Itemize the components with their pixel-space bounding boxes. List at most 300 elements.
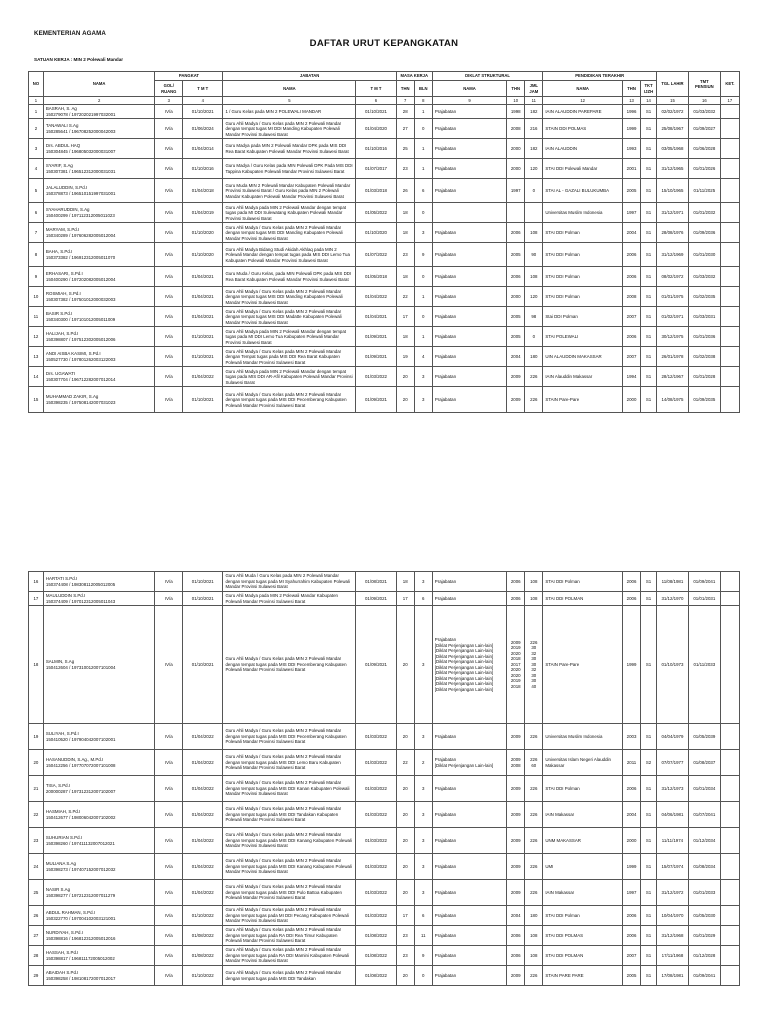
tmt-pangkat: 01/04/2021	[183, 307, 223, 327]
education-name: STAI DDI Polewali Mandar	[543, 159, 623, 179]
retirement-date: 01/01/2032	[688, 203, 720, 223]
work-unit: SATUAN KERJA : MIN 2 Polewali Mandar	[34, 57, 124, 62]
remarks	[720, 854, 739, 880]
diklat-year: 2009	[507, 828, 525, 854]
tmt-pangkat: 01/04/2019	[183, 203, 223, 223]
col-jabatan: JABATAN	[223, 72, 396, 81]
diklat-name: Prajabatan	[432, 105, 506, 119]
birth-date: 04/06/1981	[657, 802, 689, 828]
birth-date: 31/12/1970	[657, 592, 689, 606]
education-name: Universitas Islam Negeri Alauddin Makassar	[543, 750, 623, 776]
employee-name-nip: HARTATI S.Pd.I 150374408 / 198308112005012005	[43, 572, 155, 592]
tmt-pangkat: 01/10/2016	[183, 159, 223, 179]
gol-ruang: IV/a	[155, 572, 183, 592]
masa-kerja-thn: 18	[396, 267, 414, 287]
education-level: S1	[641, 159, 657, 179]
jabatan-name: Guru Ahli Madya / Guru Kelas pada MIN 2 Polewali Mandar dengan tempat tugas MI DDI Manding Kabupaten Polewali Mandar Provinsi Sulawesi Barat	[223, 119, 356, 139]
diklat-name: Prajabatan	[432, 572, 506, 592]
masa-kerja-thn: 18	[396, 223, 414, 243]
row-no: 11	[29, 307, 44, 327]
retirement-date: 01/01/2029	[688, 926, 720, 946]
masa-kerja-bln: 3	[414, 724, 432, 750]
education-year: 2004	[623, 223, 641, 243]
table-row	[29, 139, 740, 159]
birth-date: 28/12/1967	[657, 367, 689, 387]
masa-kerja-thn: 22	[396, 287, 414, 307]
jabatan-name: Guru Madya pada MIN 2 Polewali Mandar DPK pada MIS DDI Rea Barat Kabupaten Polewali Mandar Provinsi Sulawesi Barat	[223, 139, 356, 159]
retirement-date: 01/03/2032	[688, 105, 720, 119]
remarks	[720, 367, 739, 387]
column-number: 10	[507, 97, 525, 105]
table-body-1	[29, 105, 740, 413]
masa-kerja-bln: 3	[414, 367, 432, 387]
retirement-date: 01/09/2041	[688, 572, 720, 592]
tmt-jabatan: 01/03/2022	[356, 367, 396, 387]
document-page-2	[0, 568, 768, 1024]
diklat-year	[507, 203, 525, 223]
retirement-date: 01/09/2041	[688, 966, 720, 986]
tmt-pangkat: 01/10/2021	[183, 387, 223, 413]
column-number-row	[29, 97, 740, 105]
retirement-date: 01/01/2034	[688, 776, 720, 802]
column-number: 13	[623, 97, 641, 105]
employee-name-nip: SULIYAH, S.Pd.I 150410520 / 197904042007102001	[43, 724, 155, 750]
col-tmt: T M T	[183, 81, 223, 97]
diklat-hours: 182	[525, 139, 543, 159]
diklat-name: Prajabatan	[432, 159, 506, 179]
masa-kerja-bln: 2	[414, 750, 432, 776]
masa-kerja-bln: 3	[414, 854, 432, 880]
tmt-jabatan: 01/09/2021	[356, 347, 396, 367]
diklat-year: 2004	[507, 347, 525, 367]
diklat-name: Prajabatan	[432, 267, 506, 287]
education-year: 1999	[623, 854, 641, 880]
masa-kerja-thn: 23	[396, 159, 414, 179]
tmt-jabatan: 01/03/2022	[356, 828, 396, 854]
jabatan-name: Guru Ahli Madya / Guru Kelas pada MIN 2 Polewali Mandar dengan tempat tugas pada MI DDI Pecang Kabupaten Polewali Mandar Provinsi Sulawesi Barat	[223, 906, 356, 926]
remarks	[720, 139, 739, 159]
education-name: STAI DDI Polman	[543, 572, 623, 592]
employee-name-nip: Drs. UGAWATI 150307704 / 196712282007012014	[43, 367, 155, 387]
education-level: S2	[641, 750, 657, 776]
diklat-year: 2008	[507, 119, 525, 139]
diklat-name: Prajabatan	[432, 179, 506, 203]
jabatan-name: Guru Ahli Madya / Guru Kelas pada MIN 2 Polewali Mandar dengan tempat tugas MIS DDI Madatte Kabupaten Polewali Mandar Provinsi Sulawesi Barat	[223, 307, 356, 327]
col-tmt-pensiun: TMT PENSIUN	[688, 72, 720, 97]
remarks	[720, 119, 739, 139]
education-name: STAI DDI POLMAN	[543, 946, 623, 966]
table-row	[29, 750, 740, 776]
tmt-pangkat: 01/10/2021	[183, 105, 223, 119]
page-gap	[0, 540, 768, 568]
remarks	[720, 926, 739, 946]
education-year: 2007	[623, 307, 641, 327]
diklat-year: 2006	[507, 572, 525, 592]
education-year: 1999	[623, 606, 641, 724]
remarks	[720, 724, 739, 750]
gol-ruang: IV/a	[155, 926, 183, 946]
retirement-date: 01/01/2036	[688, 327, 720, 347]
jabatan-name: Guru Ahli Madya / Guru Kelas pada MIN 2 Polewali Mandar dengan tempat tugas pada MIS DDI Kanang Kabupaten Polewali Mandar Provinsi Sulawesi Barat	[223, 854, 356, 880]
tmt-jabatan: 01/03/2018	[356, 179, 396, 203]
education-name: STAI POLEWALI	[543, 327, 623, 347]
diklat-name: Prajabatan	[432, 223, 506, 243]
diklat-hours: 98	[525, 307, 543, 327]
education-name: STAI DDI Polman	[543, 267, 623, 287]
remarks	[720, 243, 739, 267]
birth-date: 01/02/1971	[657, 307, 689, 327]
diklat-hours: 226 60	[525, 750, 543, 776]
masa-kerja-bln: 3	[414, 828, 432, 854]
jabatan-name: Guru Ahli Madya / Guru Kelas pada MIN 2 Polewali Mandar dengan tempat tugas pada MIS DDI Pecemberang Kabupaten Polewali Mandar Provinsi Sulawesi Barat	[223, 606, 356, 724]
remarks	[720, 159, 739, 179]
education-year: 1993	[623, 139, 641, 159]
jabatan-name: Guru Ahli Madya / Guru Kelas pada MIN 2 Polewali Mandar dengan tempat tugas pada RA DDI Rea Timur Kabupaten Polewali Mandar Provinsi Sulawesi Barat	[223, 926, 356, 946]
birth-date: 31/12/1968	[657, 926, 689, 946]
jabatan-name: Guru Ahli Muda / Guru Kelas pada MIN 2 Polewali Mandar dengan tempat tugas pada MI Syahurrahim Kabupaten Polewali Mandar Provinsi Sulawesi Barat	[223, 572, 356, 592]
diklat-hours: 226	[525, 802, 543, 828]
gol-ruang: IV/a	[155, 287, 183, 307]
diklat-hours: 226 30 32 30 30 32 30 30 40	[525, 606, 543, 724]
birth-date: 02/02/1972	[657, 105, 689, 119]
employee-name-nip: HASSAH, S.Pd.I 150398817 / 196811172005012002	[43, 946, 155, 966]
education-name: Universitas Muslim Indonesia	[543, 203, 623, 223]
diklat-name: Prajabatan	[432, 139, 506, 159]
tmt-pangkat: 01/10/2020	[183, 243, 223, 267]
birth-date: 01/10/1973	[657, 606, 689, 724]
table-row	[29, 946, 740, 966]
column-number: 14	[641, 97, 657, 105]
education-name: STAI DDI POLMAN	[543, 592, 623, 606]
gol-ruang: IV/a	[155, 243, 183, 267]
diklat-hours: 180	[525, 347, 543, 367]
masa-kerja-bln: 6	[414, 179, 432, 203]
jabatan-name: Guru Ahli Madya pada MIN 2 Polewali Mandar dengan tempat tugas pada MI DDI Lemo Tua Kabupaten Polewali Mandar Provinsi Sulawesi Barat	[223, 327, 356, 347]
education-level: S1	[641, 828, 657, 854]
tmt-jabatan: 01/03/2022	[356, 776, 396, 802]
tmt-jabatan: 01/10/2020	[356, 223, 396, 243]
education-level: S1	[641, 243, 657, 267]
education-year: 2003	[623, 724, 641, 750]
gol-ruang: IV/a	[155, 203, 183, 223]
employee-name-nip: HALIJAH, S.Pd.I 150398807 / 197512302005012006	[43, 327, 155, 347]
masa-kerja-thn: 28	[396, 105, 414, 119]
education-year: 2006	[623, 592, 641, 606]
education-name: STAI DDI Polman	[543, 287, 623, 307]
diklat-year: 2009	[507, 367, 525, 387]
education-name: STAIN Pare-Pare	[543, 387, 623, 413]
education-year: 1999	[623, 119, 641, 139]
jabatan-name: Guru Ahli Madya / Guru Kelas pada MIN 2 Polewali Mandar dengan tempat tugas MIS DDI Manding Kabupaten Polewali Mandar Provinsi Sulawesi Barat	[223, 223, 356, 243]
diklat-hours: 0	[525, 327, 543, 347]
row-no: 28	[29, 946, 44, 966]
masa-kerja-bln: 6	[414, 592, 432, 606]
col-tgl-lahir: TGL LAHIR	[657, 72, 689, 97]
education-name: Universitas Muslim Indonesia	[543, 724, 623, 750]
diklat-year: 2006	[507, 592, 525, 606]
diklat-hours: 108	[525, 946, 543, 966]
diklat-year: 2009 2008	[507, 750, 525, 776]
jabatan-name: Guru Ahli Madya / Guru Kelas pada MIN 2 Polewali Mandar dengan tempat tugas pada MIS DDI Tandakan Kabupaten Polewali Mandar Provinsi Sulawesi Barat	[223, 802, 356, 828]
education-level: S1	[641, 139, 657, 159]
jabatan-name: Guru Ahli Madya / Guru Kelas pada MIN 2 Polewali Mandar dengan tempat tugas pada MIS DDI Kanang Kabupaten Polewali Mandar Provinsi Sulawesi Barat	[223, 828, 356, 854]
education-year: 2000	[623, 387, 641, 413]
gol-ruang: IV/a	[155, 592, 183, 606]
education-level: S1	[641, 880, 657, 906]
diklat-hours: 108	[525, 572, 543, 592]
masa-kerja-thn: 23	[396, 243, 414, 267]
education-level: S1	[641, 327, 657, 347]
diklat-hours: 226	[525, 776, 543, 802]
jabatan-name: Guru Ahli Madya / Guru Kelas pada MIN 2 Polewali Mandar dengan tempat tugas pada MIS DDI Kanan Kabupaten Polewali Mandar Provinsi Sulawesi Barat	[223, 776, 356, 802]
diklat-year: 2009	[507, 880, 525, 906]
diklat-year: 2009	[507, 854, 525, 880]
employee-name-nip: TANAWALI S.Ag 150285641 / 196708252000042003	[43, 119, 155, 139]
gol-ruang: IV/a	[155, 179, 183, 203]
education-name: STAIN PARE PARE	[543, 966, 623, 986]
education-year: 1997	[623, 880, 641, 906]
jabatan-name: Guru Ahli Madya / Guru Kelas pada MIN 2 Polewali Mandar dengan tempat tugas pada MIS DDI Pecemberang Kabupaten Polewali Mandar Provinsi Sulawesi Barat	[223, 387, 356, 413]
tmt-jabatan: 01/08/2022	[356, 926, 396, 946]
table-body-2	[29, 572, 740, 986]
diklat-hours: 226	[525, 880, 543, 906]
retirement-date: 01/03/2031	[688, 307, 720, 327]
diklat-hours: 108	[525, 592, 543, 606]
masa-kerja-bln: 9	[414, 946, 432, 966]
education-year: 2006	[623, 243, 641, 267]
diklat-year: 2000	[507, 159, 525, 179]
birth-date: 15/07/1974	[657, 854, 689, 880]
retirement-date: 01/12/2028	[688, 946, 720, 966]
row-no: 15	[29, 387, 44, 413]
table-row	[29, 367, 740, 387]
masa-kerja-bln: 1	[414, 105, 432, 119]
birth-date: 08/02/1972	[657, 267, 689, 287]
tmt-pangkat: 01/04/2022	[183, 828, 223, 854]
column-number: 12	[543, 97, 623, 105]
retirement-date: 01/08/2034	[688, 854, 720, 880]
row-no: 6	[29, 203, 44, 223]
education-year: 1996	[623, 105, 641, 119]
diklat-hours	[525, 203, 543, 223]
diklat-hours: 226	[525, 854, 543, 880]
birth-date: 31/12/1973	[657, 776, 689, 802]
retirement-date: 01/11/2025	[688, 179, 720, 203]
row-no: 19	[29, 724, 44, 750]
birth-date: 01/01/1975	[657, 287, 689, 307]
ministry-name: KEMENTERIAN AGAMA	[34, 30, 106, 37]
column-number: 4	[183, 97, 223, 105]
diklat-name: Prajabatan	[432, 966, 506, 986]
employee-name-nip: ABAIDAH S.Pd.I 150398258 / 198108172007012017	[43, 966, 155, 986]
masa-kerja-thn: 20	[396, 724, 414, 750]
column-number: 11	[525, 97, 543, 105]
education-name: UNM MAKASSAR	[543, 828, 623, 854]
column-number: 16	[688, 97, 720, 105]
birth-date: 11/08/1981	[657, 572, 689, 592]
masa-kerja-bln: 1	[414, 327, 432, 347]
diklat-hours: 108	[525, 926, 543, 946]
tmt-pangkat: 01/08/2022	[183, 946, 223, 966]
masa-kerja-bln: 0	[414, 267, 432, 287]
diklat-year: 2009 2019 2020 2018 2017 2020 2020 2019 2018	[507, 606, 525, 724]
diklat-hours: 108	[525, 267, 543, 287]
remarks	[720, 203, 739, 223]
column-number: 15	[657, 97, 689, 105]
tmt-pangkat: 01/10/2020	[183, 223, 223, 243]
employee-name-nip: HASANUDDIN, S.Ag., M.Pd.I 150412256 / 197707072007101008	[43, 750, 155, 776]
tmt-jabatan: 01/04/2020	[356, 119, 396, 139]
table-row	[29, 724, 740, 750]
gol-ruang: IV/a	[155, 139, 183, 159]
employee-name-nip: SALMIN, S.Ag 150412604 / 197310012007101004	[43, 606, 155, 724]
col-nama: NAMA	[43, 72, 155, 97]
tmt-pangkat: 01/08/2022	[183, 926, 223, 946]
diklat-year: 2006	[507, 946, 525, 966]
diklat-year: 2009	[507, 724, 525, 750]
education-year: 2001	[623, 159, 641, 179]
education-level: S1	[641, 802, 657, 828]
row-no: 8	[29, 243, 44, 267]
row-no: 18	[29, 606, 44, 724]
jabatan-name: Guru Ahli Madya Bidang Studi Akidah Akhlaq pada MIN 2 Polewali Mandar dengan tempat tugas pada MIS DDI Lemo Tua Kabupaten Polewali Mandar Provinsi Sulawesi Barat	[223, 243, 356, 267]
col-pangkat: PANGKAT	[155, 72, 223, 81]
masa-kerja-thn: 20	[396, 776, 414, 802]
row-no: 26	[29, 906, 44, 926]
remarks	[720, 966, 739, 986]
birth-date: 17/11/1968	[657, 946, 689, 966]
education-level: S1	[641, 606, 657, 724]
table-row	[29, 307, 740, 327]
gol-ruang: IV/a	[155, 223, 183, 243]
masa-kerja-bln: 3	[414, 223, 432, 243]
masa-kerja-bln: 3	[414, 776, 432, 802]
tmt-jabatan: 01/09/2021	[356, 387, 396, 413]
table-row	[29, 159, 740, 179]
education-year: 2007	[623, 946, 641, 966]
employee-name-nip: NASIR S.Ag 150398277 / 197212312007011279	[43, 880, 155, 906]
diklat-hours: 226	[525, 828, 543, 854]
column-number: 8	[414, 97, 432, 105]
tmt-jabatan: 01/09/2021	[356, 327, 396, 347]
table-row	[29, 203, 740, 223]
tmt-pangkat: 01/10/2021	[183, 592, 223, 606]
masa-kerja-thn: 18	[396, 203, 414, 223]
masa-kerja-bln: 0	[414, 119, 432, 139]
tmt-jabatan: 01/07/2017	[356, 159, 396, 179]
retirement-date: 01/05/2039	[688, 724, 720, 750]
diklat-name: Prajabatan	[432, 776, 506, 802]
gol-ruang: IV/a	[155, 105, 183, 119]
col-jml-jam: JML JAM	[525, 81, 543, 97]
education-year: 2006	[623, 572, 641, 592]
jabatan-name: Guru Ahli Madya / Guru Kelas pada MIN 2 Polewali Mandar dengan tempat tugas pada MIS DDI Pecemberang Kabupaten Polewali Mandar Provinsi Sulawesi Barat	[223, 724, 356, 750]
table-header	[29, 72, 740, 105]
education-level: S1	[641, 387, 657, 413]
diklat-hours: 0	[525, 179, 543, 203]
table-row	[29, 387, 740, 413]
education-name: STAI DDI Polman	[543, 776, 623, 802]
col-tkt-ijzh: TKT IJZH	[641, 81, 657, 97]
col-mk-thn: THN	[396, 81, 414, 97]
row-no: 1	[29, 105, 44, 119]
col-pendidikan: PENDIDIKAN TERAKHIR	[543, 72, 657, 81]
jabatan-name: Guru Ahli Madya / Guru Kelas pada MIN 2 Polewali Mandar dengan Tempat tugas pada MIS DDI Rea Barat Kabupaten Polewali Mandar Provinsi Sulawesi Barat	[223, 347, 356, 367]
employee-name-nip: JALALUDDIN, S.Pd.I 150378873 / 196510151997031001	[43, 179, 155, 203]
birth-date: 10/04/1970	[657, 906, 689, 926]
masa-kerja-bln: 1	[414, 139, 432, 159]
birth-date: 30/12/1975	[657, 327, 689, 347]
diklat-hours: 216	[525, 119, 543, 139]
masa-kerja-thn: 20	[396, 966, 414, 986]
remarks	[720, 776, 739, 802]
education-level: S1	[641, 592, 657, 606]
remarks	[720, 387, 739, 413]
retirement-date: 01/01/2030	[688, 243, 720, 267]
retirement-date: 01/09/2027	[688, 119, 720, 139]
table-row	[29, 926, 740, 946]
remarks	[720, 347, 739, 367]
tmt-pangkat: 01/04/2021	[183, 287, 223, 307]
diklat-year: 1998	[507, 105, 525, 119]
row-no: 7	[29, 223, 44, 243]
remarks	[720, 828, 739, 854]
tmt-jabatan: 01/08/2022	[356, 966, 396, 986]
education-level: S1	[641, 776, 657, 802]
seniority-table-1	[28, 71, 740, 413]
education-year: 2011	[623, 750, 641, 776]
masa-kerja-bln: 0	[414, 966, 432, 986]
diklat-hours: 120	[525, 287, 543, 307]
gol-ruang: IV/a	[155, 307, 183, 327]
col-mk-bln: BLN	[414, 81, 432, 97]
tmt-pangkat: 01/06/2024	[183, 119, 223, 139]
birth-date: 04/04/1979	[657, 724, 689, 750]
tmt-jabatan: 01/03/2022	[356, 854, 396, 880]
education-name: IAIN ALAUDDIN	[543, 139, 623, 159]
gol-ruang: IV/a	[155, 750, 183, 776]
jabatan-name: Guru Ahli Madya / Guru Kelas pada MIN 2 Polewali Mandar dengan tempat tugas pada MIS DDI Lemo Baru Kabupaten Polewali Mandar Provinsi Sulawesi Barat	[223, 750, 356, 776]
remarks	[720, 750, 739, 776]
birth-date: 28/08/1976	[657, 223, 689, 243]
retirement-date: 01/12/2034	[688, 828, 720, 854]
employee-name-nip: SYAHARUDDIN, S.Ag 150400299 / 197112312005011023	[43, 203, 155, 223]
masa-kerja-thn: 22	[396, 750, 414, 776]
row-no: 27	[29, 926, 44, 946]
table-row	[29, 223, 740, 243]
gol-ruang: IV/a	[155, 828, 183, 854]
jabatan-name: Guru Ahli Madya / Guru Kelas pada MIN 2 Polewali Mandar dengan tempat tugas MIS DDI Manding Kabupaten Polewali Mandar Provinsi Sulawesi Barat	[223, 287, 356, 307]
col-nama-pendidikan: NAMA	[543, 81, 623, 97]
jabatan-name: 1 / Guru Kelas pada MIN 2 POLEWALI MANDAR	[223, 105, 356, 119]
retirement-date: 01/11/2033	[688, 606, 720, 724]
education-level: S1	[641, 267, 657, 287]
masa-kerja-bln: 11	[414, 926, 432, 946]
tmt-pangkat: 01/04/2022	[183, 854, 223, 880]
tmt-jabatan: 01/10/2016	[356, 139, 396, 159]
diklat-name: Prajabatan	[432, 926, 506, 946]
remarks	[720, 179, 739, 203]
table-row	[29, 854, 740, 880]
tmt-pangkat: 01/04/2022	[183, 802, 223, 828]
tmt-pangkat: 01/04/2022	[183, 880, 223, 906]
masa-kerja-thn: 23	[396, 946, 414, 966]
diklat-year: 2009	[507, 776, 525, 802]
education-name: STAI DDI Polman	[543, 906, 623, 926]
tmt-pangkat: 01/04/2022	[183, 776, 223, 802]
tmt-jabatan: 01/09/2021	[356, 592, 396, 606]
retirement-date: 01/07/2041	[688, 802, 720, 828]
